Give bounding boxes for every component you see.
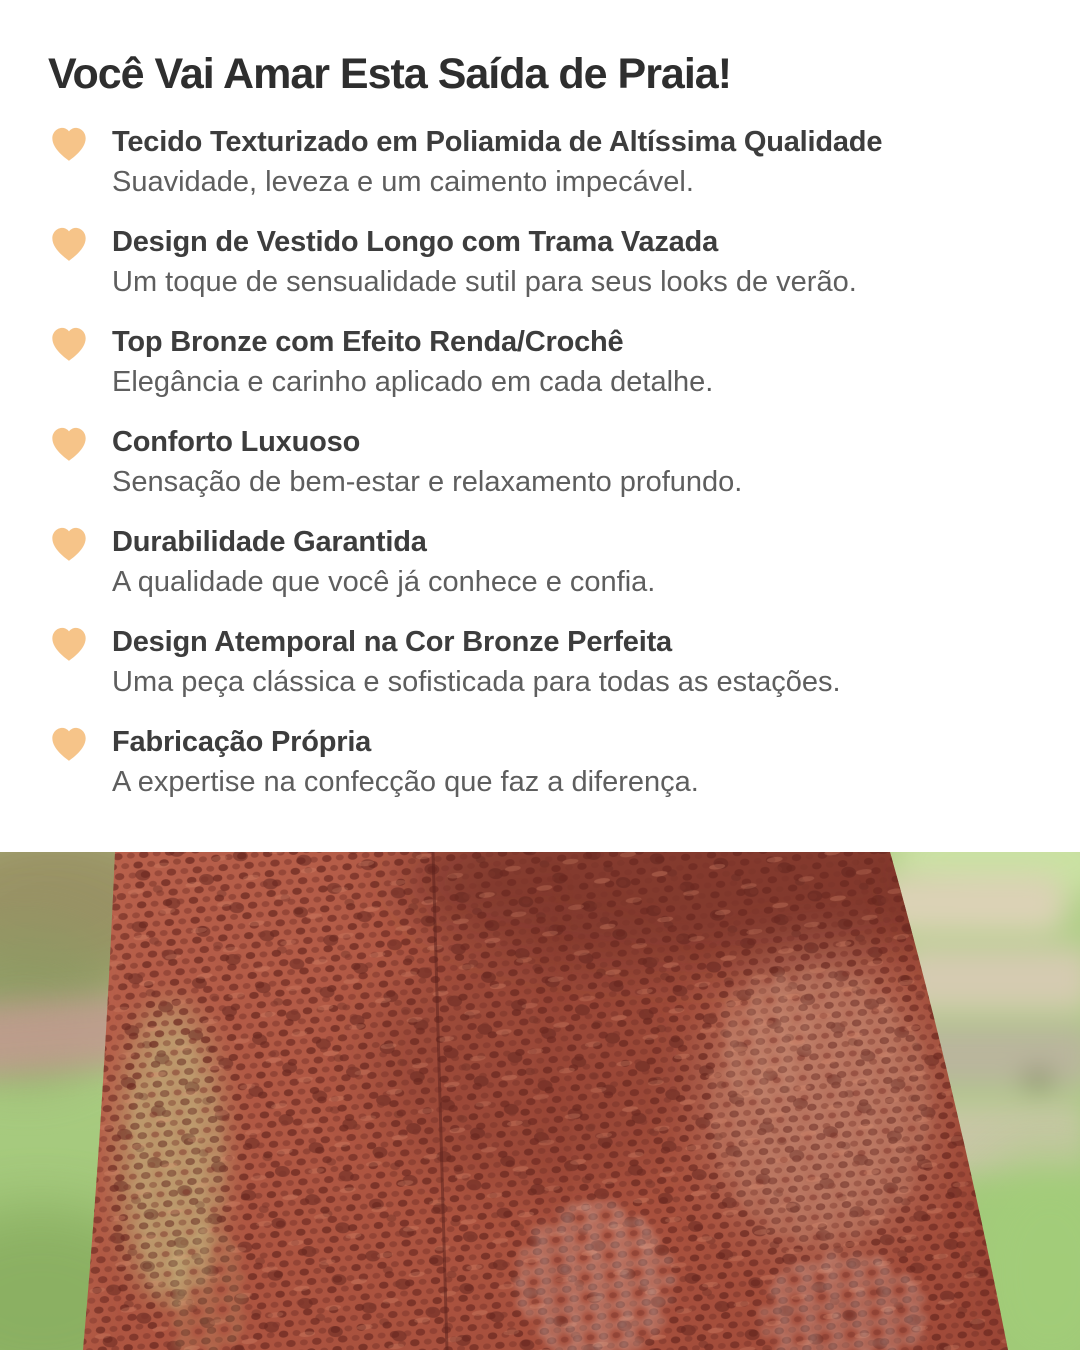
feature-description: Suavidade, leveza e um caimento impecável.: [112, 166, 694, 198]
product-photo: [0, 852, 1080, 1350]
feature-heading: Design Atemporal na Cor Bronze Perfeita: [112, 626, 672, 658]
feature-heading: Tecido Texturizado em Poliamida de Altíssima Qualidade: [112, 126, 883, 158]
feature-list: [48, 122, 1032, 822]
feature-item: [48, 722, 1032, 822]
heart-icon: [48, 325, 90, 365]
feature-description: Uma peça clássica e sofisticada para todas as estações.: [112, 666, 841, 698]
feature-text: [112, 122, 882, 202]
feature-text: [112, 422, 742, 502]
page-title: Você Vai Amar Esta Saída de Praia!: [48, 50, 732, 98]
feature-item: [48, 522, 1032, 622]
feature-item: [48, 322, 1032, 422]
feature-description: Um toque de sensualidade sutil para seus looks de verão.: [112, 266, 857, 298]
heart-icon: [48, 725, 90, 765]
feature-description: Elegância e carinho aplicado em cada detalhe.: [112, 366, 714, 398]
feature-text: [112, 622, 841, 702]
heart-icon: [48, 225, 90, 265]
feature-item: [48, 122, 1032, 222]
product-photo-illustration: [0, 852, 1080, 1350]
feature-heading: Design de Vestido Longo com Trama Vazada: [112, 226, 718, 258]
feature-item: [48, 422, 1032, 522]
feature-item: [48, 222, 1032, 322]
heart-icon: [48, 125, 90, 165]
feature-description: A qualidade que você já conhece e confia.: [112, 566, 656, 598]
feature-heading: Durabilidade Garantida: [112, 526, 427, 558]
feature-description: A expertise na confecção que faz a diferença.: [112, 766, 699, 798]
feature-heading: Fabricação Própria: [112, 726, 372, 758]
feature-item: [48, 622, 1032, 722]
feature-heading: Top Bronze com Efeito Renda/Crochê: [112, 326, 624, 358]
heart-icon: [48, 425, 90, 465]
feature-text: [112, 722, 699, 802]
feature-description: Sensação de bem-estar e relaxamento profundo.: [112, 466, 743, 498]
feature-text: [112, 522, 655, 602]
feature-text: [112, 222, 857, 302]
heart-icon: [48, 525, 90, 565]
feature-heading: Conforto Luxuoso: [112, 426, 361, 458]
heart-icon: [48, 625, 90, 665]
feature-text: [112, 322, 713, 402]
